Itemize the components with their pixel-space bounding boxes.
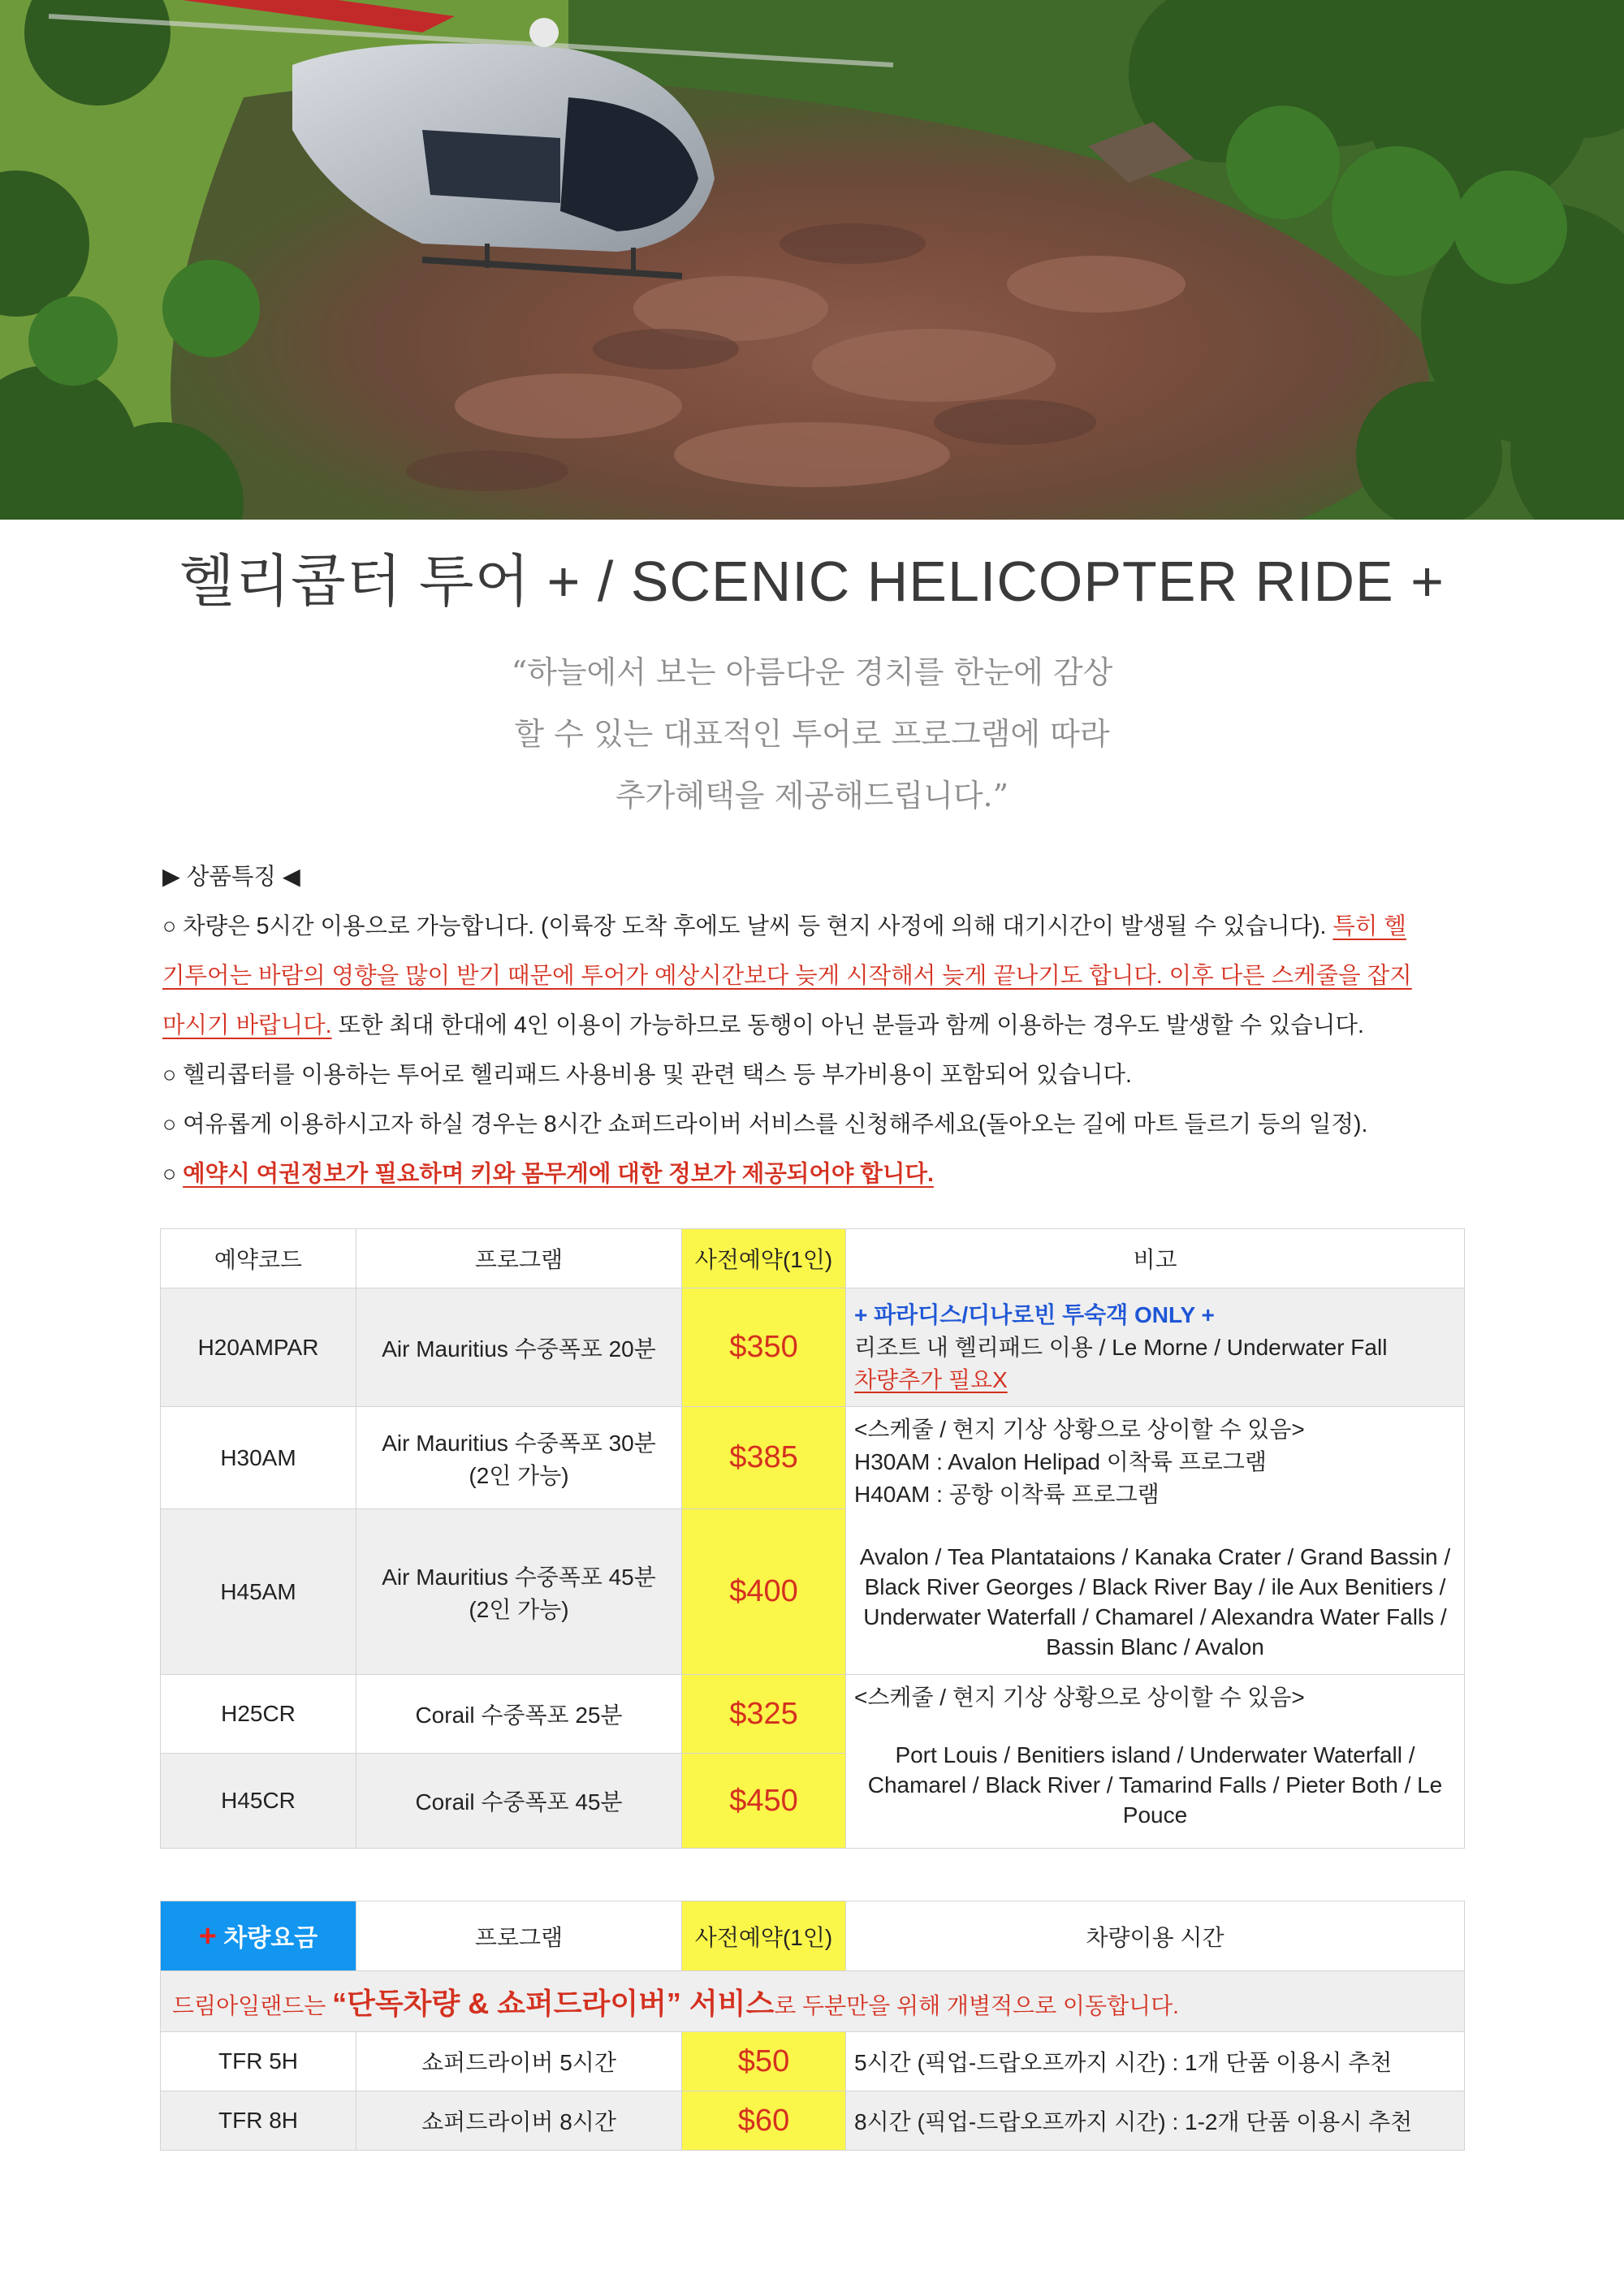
note-cell — [846, 1675, 1465, 1849]
program-line: Air Mauritius 수중폭포 45분 — [382, 1564, 656, 1590]
hero-photo — [0, 0, 1624, 520]
no-vehicle-note: 차량추가 필요X — [854, 1366, 1008, 1392]
program-name: Air Mauritius 수중폭포 20분 — [356, 1288, 682, 1407]
price: $325 — [682, 1675, 846, 1754]
feature-text: ○ 차량은 5시간 이용으로 가능합니다. (이륙장 도착 후에도 날씨 등 현지 사정에 의해 대기시간이 발생될 수 있습니다). — [162, 913, 1333, 939]
program-name — [356, 1407, 682, 1509]
note-line: 리조트 내 헬리패드 이용 / Le Morne / Underwater Fall — [854, 1334, 1388, 1360]
note-line: <스케줄 / 현지 기상 상황으로 상이할 수 있음> — [854, 1417, 1305, 1442]
page-title: 헬리콥터 투어 + / SCENIC HELICOPTER RIDE + — [179, 550, 1445, 613]
table-row — [161, 1288, 1465, 1407]
quote-line: 할 수 있는 대표적인 투어로 프로그램에 따라 — [514, 716, 1110, 752]
tour-price-table — [160, 1228, 1465, 1849]
col-header-code: 예약코드 — [161, 1229, 356, 1288]
hero-image — [0, 0, 1624, 520]
features-heading: ▶ 상품특징 ◀ — [162, 864, 300, 890]
plus-icon: + — [198, 1919, 217, 1953]
banner-text: 드림아일랜드는 — [172, 1992, 333, 2018]
service-banner — [161, 1971, 1465, 2032]
price: $400 — [682, 1509, 846, 1675]
feature-item-1-cont — [162, 952, 1462, 1001]
program-sub: (2인 가능) — [469, 1462, 569, 1488]
col-header-note: 비고 — [846, 1229, 1465, 1288]
table-header-row — [161, 1229, 1465, 1288]
col-header-price: 사전예약(1인) — [682, 1901, 846, 1971]
program-name: Corail 수중폭포 45분 — [356, 1754, 682, 1849]
table-row — [161, 2032, 1465, 2091]
feature-item-2: ○ 헬리콥터를 이용하는 투어로 헬리패드 사용비용 및 관련 택스 등 부가비용이 포함되어 있습니다. — [162, 1062, 1132, 1088]
feature-item-3: ○ 여유롭게 이용하시고자 하실 경우는 8시간 쇼퍼드라이버 서비스를 신청해주세요(돌아오는 길에 마트 들르기 등의 일정). — [162, 1111, 1368, 1137]
col-header-program: 프로그램 — [356, 1901, 682, 1971]
price: $50 — [682, 2032, 846, 2091]
feature-bullet: ○ — [162, 1161, 184, 1187]
program-sub: (2인 가능) — [469, 1596, 569, 1622]
price: $60 — [682, 2091, 846, 2151]
feature-item-1-cont2 — [162, 1001, 1462, 1051]
vehicle-fee-label — [161, 1901, 356, 1971]
feature-warning: 특히 헬 — [1332, 913, 1406, 939]
usage-time: 5시간 (픽업-드랍오프까지 시간) : 1개 단품 이용시 추천 — [846, 2032, 1465, 2091]
col-header-price: 사전예약(1인) — [682, 1229, 846, 1288]
booking-code: H25CR — [161, 1675, 356, 1754]
program-name: 쇼퍼드라이버 5시간 — [356, 2032, 682, 2091]
table-row — [161, 1407, 1465, 1509]
price: $350 — [682, 1288, 846, 1407]
banner-highlight: “단독차량 & 쇼퍼드라이버” 서비스 — [332, 1986, 775, 2020]
passport-notice: 예약시 여권정보가 필요하며 키와 몸무게에 대한 정보가 제공되어야 합니다. — [183, 1161, 934, 1187]
booking-code: H20AMPAR — [161, 1288, 356, 1407]
guest-only-note: + 파라디스/디나로빈 투숙객 ONLY + — [854, 1301, 1215, 1327]
price: $385 — [682, 1407, 846, 1509]
usage-time: 8시간 (픽업-드랍오프까지 시간) : 1-2개 단품 이용시 추천 — [846, 2091, 1465, 2151]
feature-text: 또한 최대 한대에 4인 이용이 가능하므로 동행이 아닌 분들과 함께 이용하는 경우도 발생할 수 있습니다. — [331, 1012, 1364, 1038]
banner-row — [161, 1971, 1465, 2032]
booking-code: TFR 5H — [161, 2032, 356, 2091]
note-cell — [846, 1288, 1465, 1407]
feature-warning: 기투어는 바람의 영향을 많이 받기 때문에 투어가 예상시간보다 늦게 시작해서 늦게 끝나기도 합니다. 이후 다른 스케줄을 잡지 — [162, 963, 1412, 989]
quote-line: 추가혜택을 제공해드립니다.” — [615, 778, 1009, 814]
route-text: Port Louis / Benitiers island / Underwater Waterfall / Chamarel / Black River / Tamarind Falls / Pieter Both / Le Pouce — [867, 1742, 1443, 1828]
col-header-program: 프로그램 — [356, 1229, 682, 1288]
col-header-time: 차량이용 시간 — [846, 1901, 1465, 1971]
table-row — [161, 2091, 1465, 2151]
feature-item-4 — [162, 1150, 1462, 1199]
quote-line: “하늘에서 보는 아름다운 경치를 한눈에 감상 — [511, 654, 1113, 690]
program-line: Air Mauritius 수중폭포 30분 — [382, 1430, 656, 1456]
feature-item-1 — [162, 902, 1462, 952]
program-name — [356, 1509, 682, 1675]
banner-text: 로 두분만을 위해 개별적으로 이동합니다. — [774, 1992, 1179, 2018]
booking-code: H45CR — [161, 1754, 356, 1849]
table-row — [161, 1675, 1465, 1754]
booking-code: H30AM — [161, 1407, 356, 1509]
note-line: <스케줄 / 현지 기상 상황으로 상이할 수 있음> — [854, 1685, 1305, 1710]
booking-code: H45AM — [161, 1509, 356, 1675]
vehicle-fee-table — [160, 1901, 1465, 2151]
price: $450 — [682, 1754, 846, 1849]
feature-warning: 마시기 바랍니다. — [162, 1012, 332, 1038]
table-header-row — [161, 1901, 1465, 1971]
program-name: Corail 수중폭포 25분 — [356, 1675, 682, 1754]
vehicle-fee-text: 차량요금 — [216, 1925, 318, 1952]
product-features — [162, 852, 1462, 1199]
note-line: H30AM : Avalon Helipad 이착륙 프로그램 — [854, 1449, 1267, 1474]
intro-quote — [325, 641, 1299, 826]
note-cell — [846, 1407, 1465, 1675]
program-name: 쇼퍼드라이버 8시간 — [356, 2091, 682, 2151]
route-text: Avalon / Tea Plantataions / Kanaka Crater / Grand Bassin / Black River Georges / Black River Bay / ile Aux Benitiers / Underwater Waterfall / Chamarel / Alexandra Water Falls / Bassin Blanc / Avalon — [859, 1544, 1451, 1659]
booking-code: TFR 8H — [161, 2091, 356, 2151]
note-line: H40AM : 공항 이착륙 프로그램 — [854, 1482, 1160, 1507]
